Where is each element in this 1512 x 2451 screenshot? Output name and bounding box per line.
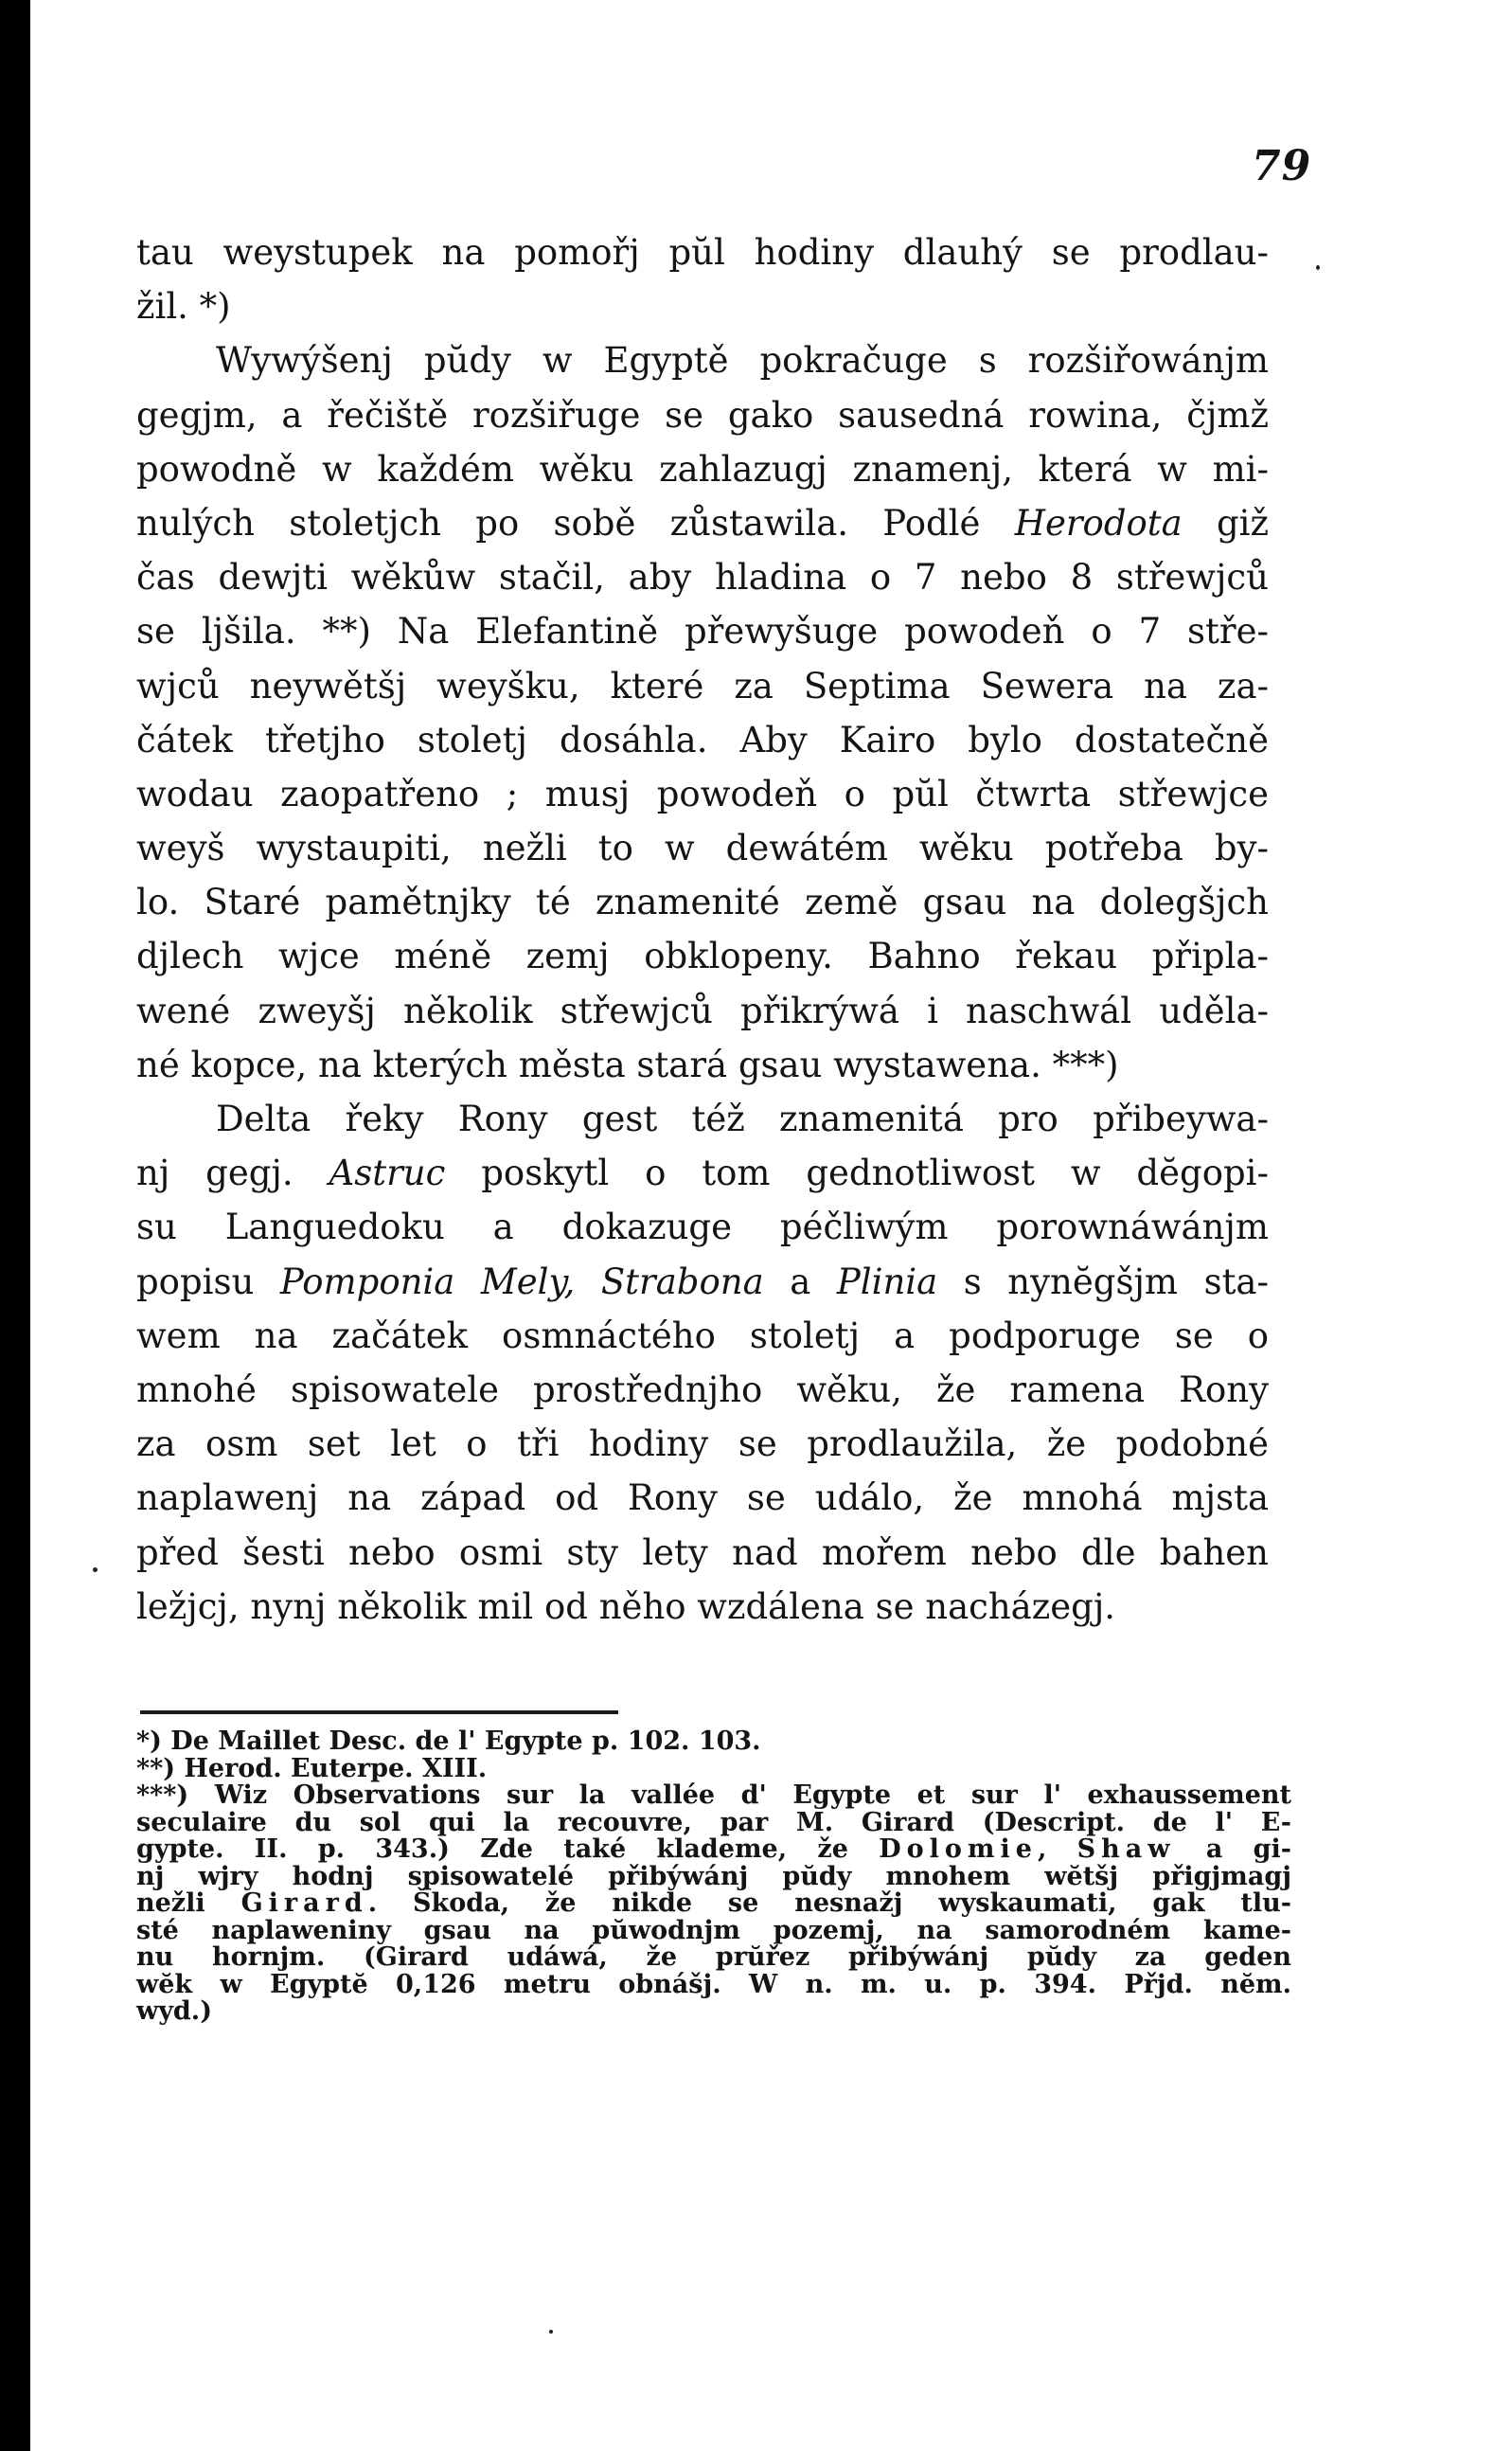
text-run: nežli [136,1888,241,1918]
text-run: Dolomie [879,1834,1038,1864]
footnote-line [136,1998,1291,2026]
footnote-line [136,1728,1291,1756]
text-run: Plinia [836,1261,938,1302]
text-run: né kopce, na kterých města stará gsau wystawena. ***) [136,1044,1119,1085]
text-run: nu hornjm. (Girard udáwá, že prŭřez přibýwánj pŭdy za geden [136,1942,1291,1972]
footnote-line [136,1782,1291,1810]
text-run: tau weystupek na pomořj pŭl hodiny dlauhý se prodlau- [136,232,1269,273]
text-run: mnohé spisowatele prostřednjho wěku, že ramena Rony [136,1369,1269,1410]
text-run: wodau zaopatřeno ; musj powodeň o pŭl čtwrta střewjce [136,773,1269,814]
text-line [136,984,1269,1038]
text-line [136,1417,1269,1471]
text-line [136,1580,1269,1634]
text-line [136,279,1269,333]
text-run: wem na začátek osmnáctého stoletj a podporuge se o [136,1315,1269,1356]
footnote-line [136,1969,1291,1999]
text-line [136,1200,1269,1254]
page-number: 79 [1252,142,1312,190]
text-line [136,1092,1269,1146]
text-line [136,929,1269,983]
text-run: seculaire du sol qui la recouvre, par M. Girard (Descript. de l' E- [136,1807,1291,1837]
text-run: za osm set let o tři hodiny se prodlaužila, že podobné [136,1423,1269,1465]
text-line [136,1146,1269,1200]
text-run: gypte. II. p. 343.) Zde také klademe, že [136,1834,880,1864]
body-text [136,225,1269,1634]
text-line [136,713,1269,767]
margin-speck [1316,265,1320,270]
text-run: Wywýšenj pŭdy w Egyptě pokračuge s rozšiřowánjm [216,340,1269,382]
footnote-line [136,1944,1291,1972]
text-line [136,1526,1269,1580]
text-line [136,767,1269,821]
footnote-line [136,1861,1291,1891]
text-line [136,1309,1269,1363]
text-run: giž [1182,502,1269,544]
text-run: djlech wjce méně zemj obklopeny. Bahno řekau připla- [136,936,1269,977]
text-line [136,875,1269,929]
footnote-line [136,1890,1291,1918]
text-run: se ljšila. **) Na Elefantině přewyšuge powodeň o 7 stře- [136,611,1269,653]
footnote-separator [140,1710,618,1714]
text-line [136,1255,1269,1309]
text-line [136,333,1269,387]
footnotes [136,1728,1291,2026]
text-run: , [1037,1834,1077,1864]
text-run: lo. Staré pamětnjky té znamenité země gsau na dolegšjch [136,882,1269,923]
text-run: powodně w každém wěku zahlazugj znamenj, která w mi- [136,448,1269,490]
text-line [136,821,1269,875]
text-line [136,550,1269,604]
text-run: Delta řeky Rony gest též znamenitá pro přibeywa- [216,1099,1269,1139]
text-line [136,388,1269,442]
book-page [30,0,1512,2451]
text-line [136,659,1269,713]
text-run: poskytl o tom gednotliwost w dĕgopi- [445,1153,1269,1194]
text-run: Astruc [329,1153,446,1194]
footnote-line [136,1836,1291,1864]
text-run: popisu [136,1261,280,1302]
text-run: nj wjry hodnj spisowatelé přibýwánj pŭdy mnohem wĕtšj přigjmagj [136,1861,1291,1891]
text-line [136,496,1269,550]
text-line [136,1363,1269,1417]
text-run: **) Herod. Euterpe. XIII. [136,1753,488,1783]
text-run: žil. *) [136,286,231,328]
text-run: sté naplaweniny gsau na pŭwodnjm pozemj, na samorodném kame- [136,1915,1291,1945]
text-run: nj gegj. [136,1153,329,1194]
text-line [136,225,1269,279]
text-run: Pomponia Mely, Strabona [279,1261,764,1302]
text-run: wené zweyšj několik střewjců přikrýwá i naschwál uděla- [136,990,1269,1031]
text-line [136,604,1269,658]
text-line [136,1471,1269,1525]
text-run: *) De Maillet Desc. de l' Egypte p. 102. 103. [136,1726,761,1756]
text-line [136,442,1269,496]
text-run: s nynĕgšjm sta- [937,1261,1269,1302]
text-run: wyd.) [136,1996,212,2026]
text-run: . Škoda, že nikde se nesnažj wyskaumati, gak tlu- [367,1888,1291,1918]
margin-speck [93,1567,98,1572]
text-run: a gi- [1175,1834,1291,1864]
text-run: wjců neywětšj weyšku, které za Septima Sewera na za- [136,665,1269,707]
text-run: Shaw [1076,1834,1176,1864]
text-run: wĕk w Egyptĕ 0,126 metru obnášj. W n. m. u. p. 394. Přjd. nĕm. [136,1969,1291,1999]
footnote-line [136,1807,1291,1837]
text-run: Girard [240,1888,368,1918]
text-run: ***) Wiz Observations sur la vallée d' Egypte et sur l' exhaussement [136,1780,1291,1810]
text-run: gegjm, a řečiště rozšiřuge se gako sausedná rowina, čjmž [136,394,1269,436]
text-run: a [763,1261,837,1302]
text-run: weyš wystaupiti, nežli to w dewátém wěku potřeba by- [136,828,1269,869]
text-run: nulých stoletjch po sobě zůstawila. Podlé [136,502,1015,544]
text-run: čátek třetjho stoletj dosáhla. Aby Kairo bylo dostatečně [136,719,1269,760]
text-run: Herodota [1014,502,1183,544]
text-run: naplawenj na západ od Rony se událo, že mnohá mjsta [136,1477,1269,1519]
text-run: čas dewjti wěkůw stačil, aby hladina o 7 nebo 8 střewjců [136,557,1269,599]
text-run: před šesti nebo osmi sty lety nad mořem nebo dle bahen [136,1531,1269,1573]
footnote-line [136,1753,1291,1783]
text-run: su Languedoku a dokazuge péčliwým porownáwánjm [136,1207,1269,1248]
text-run: ležjcj, nynj několik mil od něho wzdálena se nacházegj. [136,1585,1116,1627]
margin-speck [549,2330,553,2334]
footnote-line [136,1915,1291,1945]
text-line [136,1038,1269,1092]
